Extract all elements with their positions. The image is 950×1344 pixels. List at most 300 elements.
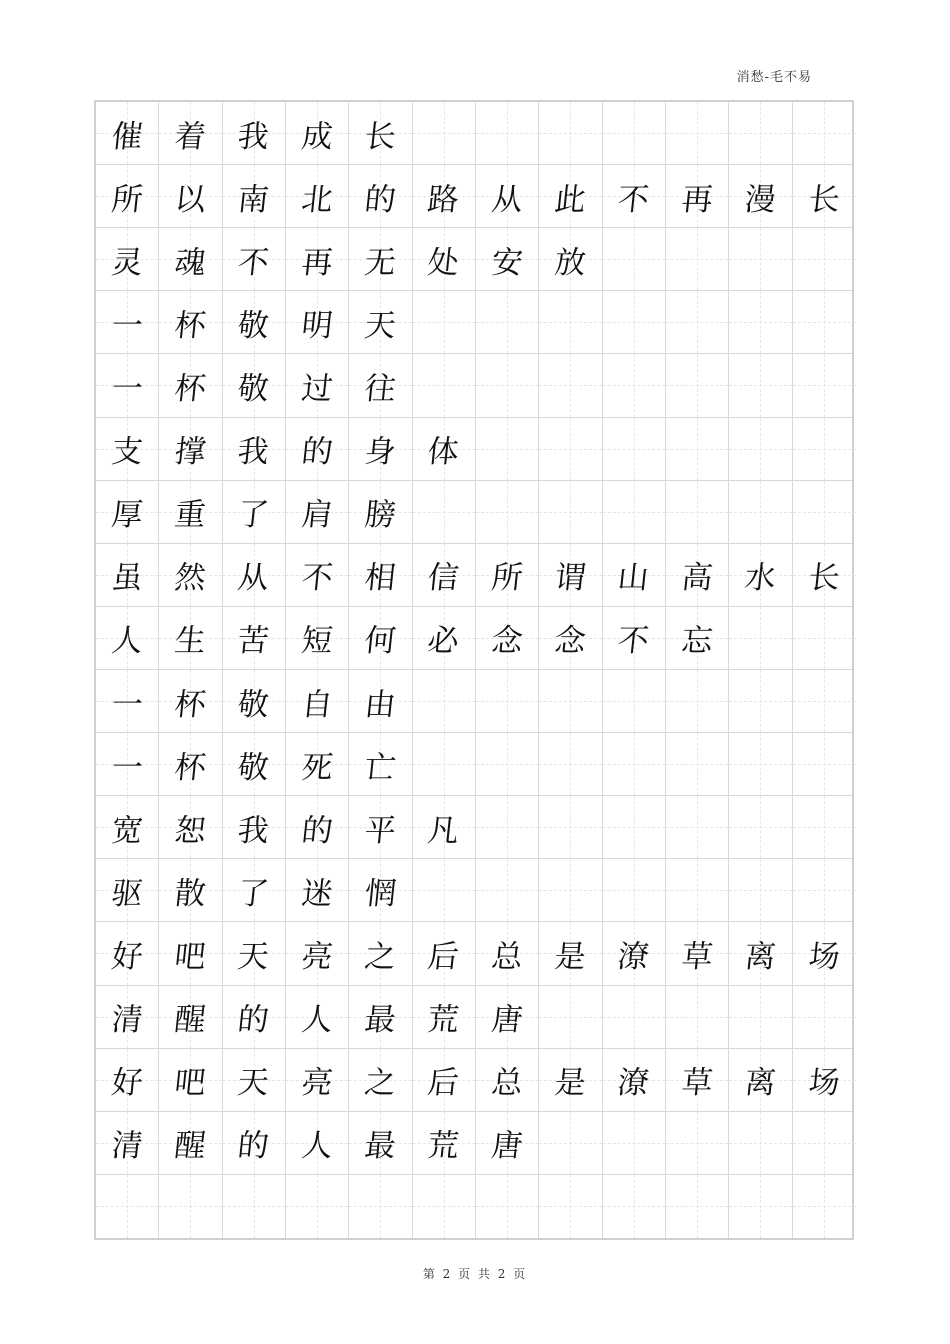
character: 生 [172, 623, 208, 660]
character: 水 [742, 560, 778, 597]
character: 迷 [299, 875, 335, 912]
grid-cell [159, 228, 222, 290]
grid-cell [286, 859, 349, 921]
character: 魂 [172, 244, 208, 281]
grid-cell [603, 1112, 666, 1174]
grid-row [96, 228, 852, 291]
grid-cell [729, 986, 792, 1048]
grid-cell [349, 796, 412, 858]
character: 最 [362, 1002, 398, 1039]
grid-cell [666, 1049, 729, 1111]
grid-cell [349, 165, 412, 227]
grid-cell [603, 607, 666, 669]
grid-cell [539, 354, 602, 416]
character: 杯 [172, 307, 208, 344]
grid-cell [96, 1049, 159, 1111]
character: 总 [489, 1065, 525, 1102]
character: 敬 [236, 370, 271, 407]
character: 体 [426, 434, 461, 471]
character: 人 [109, 623, 145, 660]
grid-cell [603, 102, 666, 164]
character: 最 [362, 1128, 398, 1165]
character: 北 [299, 181, 335, 218]
grid-cell [223, 922, 286, 984]
grid-cell [603, 1049, 666, 1111]
grid-cell [159, 922, 222, 984]
character: 谓 [552, 560, 588, 597]
character: 长 [806, 181, 842, 218]
character: 草 [679, 938, 715, 975]
grid-cell [349, 986, 412, 1048]
character: 撑 [172, 434, 208, 471]
character: 吧 [172, 938, 208, 975]
grid-cell [539, 859, 602, 921]
character: 从 [489, 181, 525, 218]
character: 再 [299, 244, 335, 281]
character: 再 [679, 181, 715, 218]
grid-cell [539, 796, 602, 858]
grid-cell [476, 1112, 539, 1174]
character: 恕 [172, 812, 208, 849]
character: 重 [172, 497, 208, 534]
grid-cell [413, 670, 476, 732]
grid-cell [793, 228, 856, 290]
character: 我 [236, 118, 271, 155]
grid-cell [159, 859, 222, 921]
character: 相 [362, 560, 398, 597]
grid-cell [539, 481, 602, 543]
character: 场 [806, 1065, 842, 1102]
grid-cell [729, 1112, 792, 1174]
grid-cell [349, 922, 412, 984]
grid-cell [223, 102, 286, 164]
grid-cell [729, 922, 792, 984]
grid-cell [539, 544, 602, 606]
character: 醒 [172, 1128, 208, 1165]
grid-cell [603, 165, 666, 227]
character: 天 [236, 938, 271, 975]
grid-cell [223, 733, 286, 795]
grid-row [96, 796, 852, 859]
grid-cell [96, 418, 159, 480]
grid-cell [96, 354, 159, 416]
grid-cell [729, 607, 792, 669]
grid-cell [729, 1049, 792, 1111]
character: 散 [172, 875, 208, 912]
grid-cell [286, 1049, 349, 1111]
character: 由 [362, 686, 398, 723]
character: 山 [616, 560, 651, 597]
grid-cell [539, 228, 602, 290]
grid-row [96, 354, 852, 417]
grid-cell [286, 670, 349, 732]
grid-row [96, 165, 852, 228]
grid-cell [96, 670, 159, 732]
grid-cell [476, 354, 539, 416]
character: 一 [109, 307, 145, 344]
grid-cell [159, 607, 222, 669]
grid-cell [286, 986, 349, 1048]
character: 死 [299, 749, 335, 786]
grid-cell [476, 102, 539, 164]
grid-cell [223, 796, 286, 858]
character: 安 [489, 244, 525, 281]
grid-cell [729, 859, 792, 921]
grid-cell [413, 922, 476, 984]
character: 不 [616, 181, 651, 218]
grid-cell [729, 733, 792, 795]
character: 虽 [109, 560, 145, 597]
grid-cell [666, 733, 729, 795]
character: 漫 [742, 181, 778, 218]
grid-cell [223, 544, 286, 606]
grid-cell [666, 922, 729, 984]
grid-cell [793, 1049, 856, 1111]
grid-cell [413, 733, 476, 795]
grid-cell [413, 986, 476, 1048]
grid-cell [349, 859, 412, 921]
grid-row [96, 1112, 852, 1175]
grid-cell [413, 102, 476, 164]
character: 敬 [236, 686, 271, 723]
grid-cell [729, 165, 792, 227]
grid-cell [476, 607, 539, 669]
character: 灵 [109, 244, 145, 281]
grid-cell [223, 607, 286, 669]
character: 宽 [109, 812, 145, 849]
character: 的 [299, 812, 335, 849]
character: 不 [236, 244, 271, 281]
grid-cell [666, 670, 729, 732]
grid-row [96, 544, 852, 607]
character: 所 [489, 560, 525, 597]
grid-cell [223, 986, 286, 1048]
grid-cell [476, 986, 539, 1048]
grid-cell [223, 228, 286, 290]
grid-cell [476, 165, 539, 227]
grid-cell [793, 1112, 856, 1174]
writing-grid [94, 100, 854, 1240]
character: 离 [742, 938, 778, 975]
character: 了 [236, 497, 271, 534]
character: 膀 [362, 497, 398, 534]
grid-cell [666, 418, 729, 480]
grid-cell [729, 1175, 792, 1238]
grid-cell [96, 481, 159, 543]
grid-cell [729, 481, 792, 543]
grid-cell [96, 1175, 159, 1238]
grid-cell [223, 1049, 286, 1111]
grid-cell [729, 102, 792, 164]
grid-cell [159, 1049, 222, 1111]
grid-cell [539, 922, 602, 984]
grid-cell [729, 418, 792, 480]
character: 之 [362, 938, 398, 975]
grid-cell [666, 859, 729, 921]
grid-cell [349, 291, 412, 353]
grid-cell [539, 670, 602, 732]
character: 处 [426, 244, 461, 281]
grid-cell [793, 418, 856, 480]
grid-cell [223, 165, 286, 227]
character: 的 [236, 1002, 271, 1039]
character: 离 [742, 1065, 778, 1102]
grid-cell [96, 796, 159, 858]
grid-cell [96, 1112, 159, 1174]
grid-cell [413, 165, 476, 227]
character: 然 [172, 560, 208, 597]
grid-cell [159, 291, 222, 353]
character: 过 [299, 370, 335, 407]
grid-cell [96, 607, 159, 669]
character: 驱 [109, 875, 145, 912]
grid-cell [793, 670, 856, 732]
grid-cell [603, 228, 666, 290]
grid-cell [349, 1112, 412, 1174]
grid-cell [539, 102, 602, 164]
grid-cell [96, 102, 159, 164]
grid-cell [476, 733, 539, 795]
grid-cell [96, 165, 159, 227]
grid-row [96, 1049, 852, 1112]
grid-cell [223, 1112, 286, 1174]
character: 着 [172, 118, 208, 155]
grid-cell [539, 1049, 602, 1111]
character: 不 [299, 560, 335, 597]
grid-cell [286, 481, 349, 543]
grid-cell [793, 291, 856, 353]
grid-cell [666, 986, 729, 1048]
grid-cell [539, 418, 602, 480]
grid-row [96, 102, 852, 165]
grid-cell [729, 544, 792, 606]
grid-cell [793, 922, 856, 984]
grid-cell [666, 102, 729, 164]
character: 是 [552, 938, 588, 975]
character: 醒 [172, 1002, 208, 1039]
grid-cell [666, 1175, 729, 1238]
grid-cell [603, 481, 666, 543]
character: 草 [679, 1065, 715, 1102]
grid-cell [413, 291, 476, 353]
grid-cell [793, 796, 856, 858]
character: 高 [679, 560, 715, 597]
grid-cell [793, 1175, 856, 1238]
character: 忘 [679, 623, 715, 660]
grid-cell [729, 291, 792, 353]
grid-cell [476, 670, 539, 732]
grid-cell [539, 733, 602, 795]
grid-row [96, 733, 852, 796]
character: 潦 [616, 1065, 651, 1102]
character: 我 [236, 812, 271, 849]
grid-cell [666, 228, 729, 290]
grid-cell [223, 418, 286, 480]
character: 路 [426, 181, 461, 218]
character: 杯 [172, 370, 208, 407]
grid-cell [286, 418, 349, 480]
character: 身 [362, 434, 398, 471]
character: 一 [109, 370, 145, 407]
character: 人 [299, 1128, 335, 1165]
character: 平 [362, 812, 398, 849]
character: 不 [616, 623, 651, 660]
grid-cell [159, 165, 222, 227]
grid-cell [729, 354, 792, 416]
grid-cell [666, 796, 729, 858]
grid-cell [603, 986, 666, 1048]
character: 苦 [236, 623, 271, 660]
grid-cell [96, 859, 159, 921]
grid-cell [603, 796, 666, 858]
grid-row [96, 986, 852, 1049]
character: 一 [109, 749, 145, 786]
grid-row [96, 291, 852, 354]
grid-cell [159, 670, 222, 732]
grid-cell [793, 607, 856, 669]
page-footer: 第 2 页 共 2 页 [422, 1267, 528, 1281]
character: 凡 [426, 812, 461, 849]
grid-cell [793, 733, 856, 795]
grid-cell [96, 228, 159, 290]
grid-cell [223, 1175, 286, 1238]
grid-row [96, 1175, 852, 1238]
grid-cell [476, 859, 539, 921]
grid-cell [286, 544, 349, 606]
character: 成 [299, 118, 335, 155]
grid-cell [349, 418, 412, 480]
character: 杯 [172, 749, 208, 786]
character: 唐 [489, 1002, 525, 1039]
character: 杯 [172, 686, 208, 723]
character: 信 [426, 560, 461, 597]
grid-cell [349, 481, 412, 543]
character: 念 [489, 623, 525, 660]
grid-cell [349, 354, 412, 416]
character: 天 [236, 1065, 271, 1102]
grid-cell [539, 1175, 602, 1238]
character: 敬 [236, 749, 271, 786]
grid-cell [539, 1112, 602, 1174]
grid-cell [729, 670, 792, 732]
character: 敬 [236, 307, 271, 344]
character: 此 [552, 181, 588, 218]
grid-cell [159, 986, 222, 1048]
grid-cell [666, 291, 729, 353]
grid-cell [159, 544, 222, 606]
character: 所 [109, 181, 145, 218]
grid-cell [413, 544, 476, 606]
grid-cell [223, 859, 286, 921]
grid-cell [349, 670, 412, 732]
grid-cell [413, 354, 476, 416]
character: 清 [109, 1128, 145, 1165]
grid-cell [603, 418, 666, 480]
character: 长 [362, 118, 398, 155]
grid-cell [603, 1175, 666, 1238]
grid-cell [729, 228, 792, 290]
grid-cell [96, 291, 159, 353]
grid-cell [223, 354, 286, 416]
grid-cell [603, 922, 666, 984]
character: 我 [236, 434, 271, 471]
character: 天 [362, 307, 398, 344]
character: 吧 [172, 1065, 208, 1102]
character: 从 [236, 560, 271, 597]
grid-cell [159, 796, 222, 858]
grid-cell [476, 922, 539, 984]
grid-cell [286, 1112, 349, 1174]
character: 以 [172, 181, 208, 218]
grid-cell [286, 354, 349, 416]
grid-cell [286, 922, 349, 984]
character: 的 [362, 181, 398, 218]
character: 肩 [299, 497, 335, 534]
grid-row [96, 670, 852, 733]
character: 清 [109, 1002, 145, 1039]
character: 好 [109, 938, 145, 975]
grid-cell [159, 354, 222, 416]
grid-cell [286, 165, 349, 227]
grid-cell [793, 544, 856, 606]
grid-cell [603, 544, 666, 606]
grid-cell [603, 291, 666, 353]
character: 短 [299, 623, 335, 660]
grid-row [96, 481, 852, 544]
character: 亮 [299, 938, 335, 975]
character: 放 [552, 244, 588, 281]
character: 荒 [426, 1002, 461, 1039]
grid-row [96, 418, 852, 481]
character: 场 [806, 938, 842, 975]
grid-cell [286, 796, 349, 858]
grid-cell [413, 1112, 476, 1174]
grid-cell [159, 1112, 222, 1174]
grid-cell [349, 102, 412, 164]
grid-cell [349, 607, 412, 669]
grid-cell [666, 1112, 729, 1174]
document-title: 消愁-毛不易 [736, 70, 812, 85]
character: 何 [362, 623, 398, 660]
grid-cell [476, 544, 539, 606]
grid-cell [413, 228, 476, 290]
grid-cell [159, 481, 222, 543]
grid-cell [223, 291, 286, 353]
grid-cell [349, 733, 412, 795]
grid-cell [286, 228, 349, 290]
grid-cell [286, 291, 349, 353]
character: 是 [552, 1065, 588, 1102]
grid-cell [159, 102, 222, 164]
grid-cell [286, 607, 349, 669]
grid-cell [413, 607, 476, 669]
grid-cell [349, 544, 412, 606]
grid-cell [793, 102, 856, 164]
grid-cell [349, 228, 412, 290]
grid-cell [793, 986, 856, 1048]
grid-cell [603, 733, 666, 795]
character: 自 [299, 686, 335, 723]
grid-cell [413, 418, 476, 480]
character: 荒 [426, 1128, 461, 1165]
grid-cell [603, 859, 666, 921]
grid-cell [603, 354, 666, 416]
character: 潦 [616, 938, 651, 975]
grid-cell [539, 291, 602, 353]
character: 亡 [362, 749, 398, 786]
grid-cell [413, 481, 476, 543]
grid-cell [476, 1175, 539, 1238]
